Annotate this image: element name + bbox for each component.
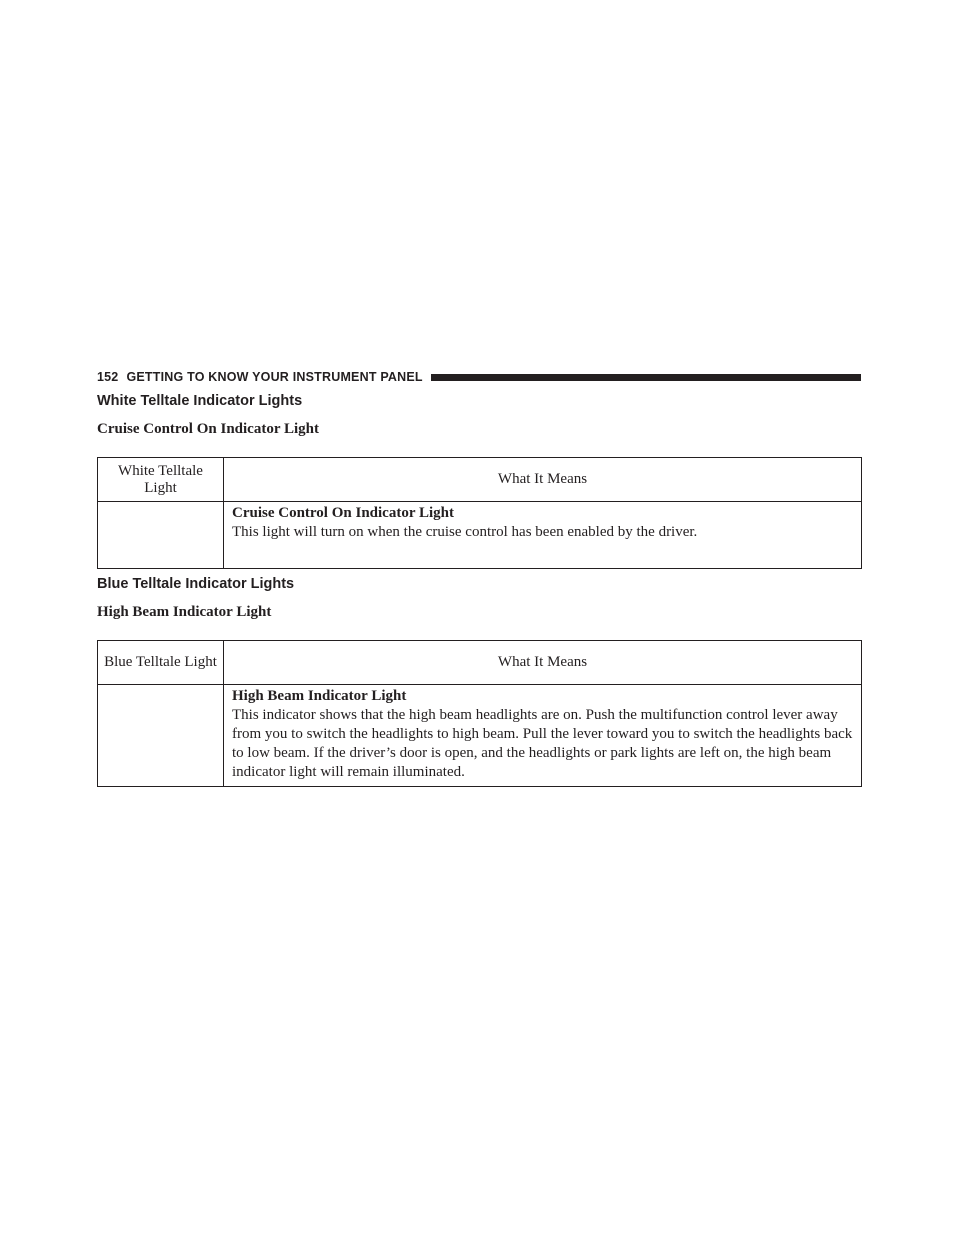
entry-title: High Beam Indicator Light (232, 688, 407, 704)
high-beam-description (224, 685, 862, 787)
page-number: 152 (97, 370, 119, 384)
high-beam-icon (98, 685, 224, 787)
table-row (98, 502, 862, 569)
page-header (97, 369, 861, 385)
white-col-light-header: White Telltale Light (98, 458, 224, 502)
entry-body: This light will turn on when the cruise control has been enabled by the driver. (232, 524, 698, 540)
blue-telltale-table (97, 640, 862, 787)
running-section-title: GETTING TO KNOW YOUR INSTRUMENT PANEL (126, 370, 423, 384)
blue-telltale-heading: Blue Telltale Indicator Lights (97, 576, 295, 592)
white-col-meaning-header: What It Means (224, 458, 862, 502)
entry-body: This indicator shows that the high beam headlights are on. Push the multifunction control lever away from you to switch the headlights to high beam. Pull the lever toward you to switch the headlights back to low beam. If the driver’s door is open, and the headlights or park lights are left on, the high beam indicator light will remain illuminated. (232, 707, 853, 780)
table-row (98, 685, 862, 787)
white-telltale-table (97, 457, 862, 569)
high-beam-subheading: High Beam Indicator Light (97, 604, 272, 620)
blue-col-light-header: Blue Telltale Light (98, 641, 224, 685)
entry-title: Cruise Control On Indicator Light (232, 505, 454, 521)
cruise-control-subheading: Cruise Control On Indicator Light (97, 421, 319, 437)
cruise-control-description (224, 502, 862, 569)
header-rule (431, 374, 861, 381)
white-telltale-heading: White Telltale Indicator Lights (97, 393, 303, 409)
cruise-control-icon (98, 502, 224, 569)
blue-col-meaning-header: What It Means (224, 641, 862, 685)
